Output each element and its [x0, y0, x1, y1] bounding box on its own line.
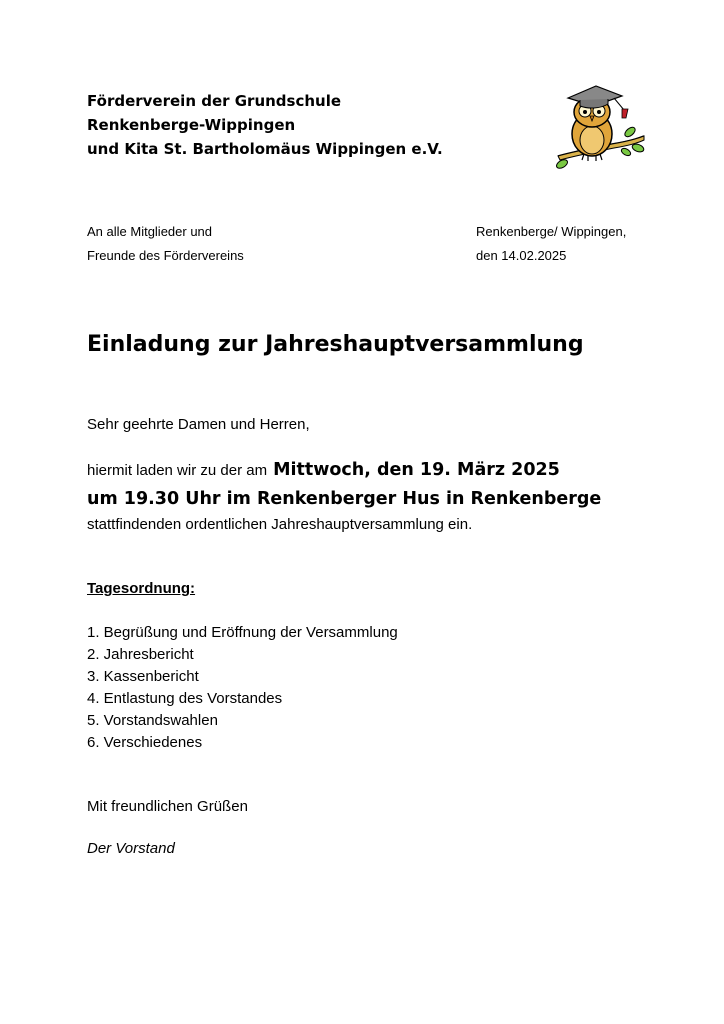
recipient-line-2: Freunde des Fördervereins	[87, 248, 244, 263]
agenda-heading: Tagesordnung:	[87, 580, 196, 597]
invitation-rest: stattfindenden ordentlichen Jahreshauptversammlung ein.	[87, 516, 473, 533]
agenda-item: 5. Vorstandswahlen	[87, 712, 218, 729]
owl-graduate-icon	[552, 78, 648, 178]
agenda-item: 3. Kassenbericht	[87, 668, 199, 685]
document-title: Einladung zur Jahreshauptversammlung	[87, 332, 584, 357]
closing-greeting: Mit freundlichen Grüßen	[87, 798, 248, 815]
place-line: Renkenberge/ Wippingen,	[476, 224, 627, 239]
recipient-line-1: An alle Mitglieder und	[87, 224, 213, 239]
place-date-block	[476, 220, 626, 268]
meeting-time-place: um 19.30 Uhr im Renkenberger Hus in Renkenberge	[87, 489, 602, 509]
meeting-date: Mittwoch, den 19. März 2025	[273, 460, 560, 480]
agenda-item: 4. Entlastung des Vorstandes	[87, 690, 283, 707]
organization-line-3: und Kita St. Bartholomäus Wippingen e.V.	[87, 140, 443, 158]
invitation-line-1	[87, 456, 687, 485]
organization-header	[87, 89, 537, 161]
invitation-paragraph	[87, 456, 687, 537]
agenda-list	[87, 622, 398, 754]
salutation: Sehr geehrte Damen und Herren,	[87, 416, 310, 433]
organization-line-2: Renkenberge-Wippingen	[87, 116, 296, 134]
date-line: den 14.02.2025	[476, 248, 567, 263]
invitation-intro: hiermit laden wir zu der am	[87, 462, 268, 479]
organization-line-1: Förderverein der Grundschule	[87, 92, 342, 110]
agenda-item: 6. Verschiedenes	[87, 734, 203, 751]
agenda-item: 1. Begrüßung und Eröffnung der Versammlung	[87, 624, 398, 641]
signature: Der Vorstand	[87, 840, 175, 857]
agenda-item: 2. Jahresbericht	[87, 646, 194, 663]
recipient-block	[87, 220, 244, 268]
